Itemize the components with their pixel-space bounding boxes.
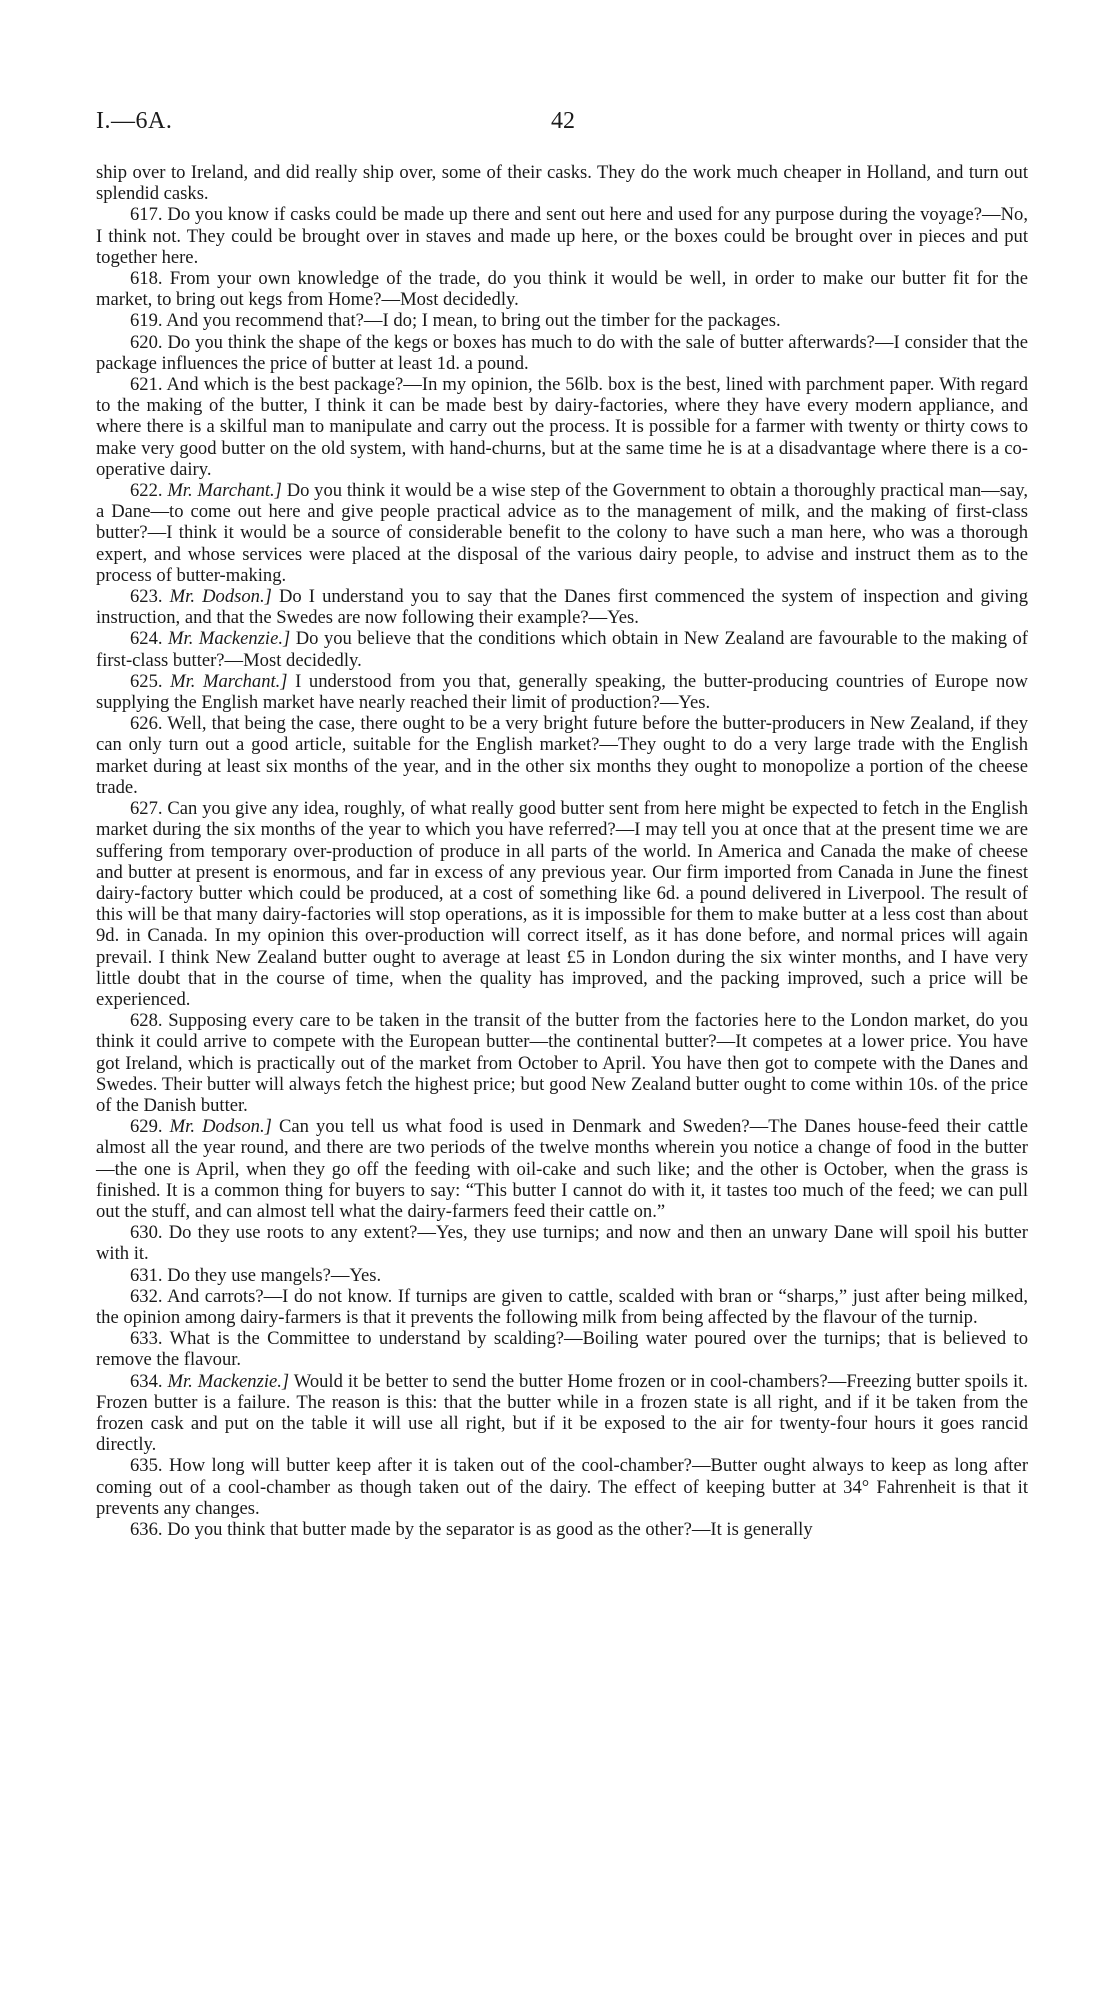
paragraph-620: 620. Do you think the shape of the kegs or boxes has much to do with the sale of butter afterwards?—I consider that the package influences the price of butter at least 1d. a pound. [96,331,1028,374]
paragraph-634: 634. Mr. Mackenzie.] Would it be better to send the butter Home frozen or in cool-chambers?—Freezing butter spoils it. Frozen butter is a failure. The reason is this: that the butter while in a frozen state is all right, and if it be taken from the frozen cask and put on the table it will use all right, but if it be exposed to the air for twenty-four hours it goes rancid directly. [96,1370,1029,1456]
document-reference: I.—6A. [96,108,173,134]
paragraph-618: 618. From your own knowledge of the trade, do you think it would be well, in order to make our butter fit for the market, to bring out kegs from Home?—Most decidedly. [96,268,1028,311]
paragraph-625: 625. Mr. Marchant.] I understood from you that, generally speaking, the butter-producing countries of Europe now supplying the English market have nearly reached their limit of production?—Yes. [96,670,1028,714]
speaker: Mr. Mackenzie.] [167,1370,290,1392]
paragraph-631: 631. Do they use mangels?—Yes. [130,1264,382,1286]
paragraph-629: 629. Mr. Dodson.] Can you tell us what food is used in Denmark and Sweden?—The Danes house-feed their cattle almost all the year round, and there are two periods of the twelve months wherein you notice a change of food in the butter—the one is April, when they go off the feeding with oil-cake and such like; and the other is October, when the grass is finished. It is a common thing for buyers to say: “This butter I cannot do with it, it tastes too much of the feed; we can pull out the stuff, and can almost tell what the dairy-farmers feed their cattle on.” [96,1116,1028,1222]
page-header [96,108,1028,156]
paragraph: ship over to Ireland, and did really ship over, some of their casks. They do the work much cheaper in Holland, and turn out splendid casks. [96,162,1028,205]
speaker: Mr. Marchant.] [167,480,282,502]
page [96,0,1028,1540]
speaker: Mr. Mackenzie.] [168,628,291,650]
speaker: Mr. Marchant.] [170,670,288,692]
document-body [96,162,1028,1540]
paragraph-621: 621. And which is the best package?—In my opinion, the 56lb. box is the best, lined with parchment paper. With regard to the making of the butter, I think it can be made best by dairy-factories, where they have every modern appliance, and where there is a skilful man to manipulate and carry out the process. It is possible for a farmer with twenty or thirty cows to make very good butter on the old system, with hand-churns, but at the same time he is at a disadvantage where there is a co-operative dairy. [96,374,1029,480]
speaker: Mr. Dodson.] [169,1116,272,1138]
paragraph-627: 627. Can you give any idea, roughly, of what really good butter sent from here might be expected to fetch in the English market during the six months of the year to which you have referred?—I may tell you at once that at the present time we are suffering from temporary over-production of produce in all parts of the world. In America and Canada the make of cheese and butter at present is enormous, and far in excess of any previous year. Our firm imported from Canada in June the finest dairy-factory butter which could be produced, at a cost of something like 6d. a pound delivered in Liverpool. The result of this will be that many dairy-factories will stop operations, as it is impossible for them to make butter at a less cost than about 9d. in Canada. In my opinion this over-production will correct itself, as it has done before, and normal prices will again prevail. I think New Zealand butter ought to average at least £5 in London during the six winter months, and I have very little doubt that in the course of time, when the quality has improved, and the packing improved, such a price will be experienced. [96,798,1028,1010]
paragraph-619: 619. And you recommend that?—I do; I mean, to bring out the timber for the packages. [130,310,781,332]
speaker: Mr. Dodson.] [169,586,272,608]
paragraph-617: 617. Do you know if casks could be made up there and sent out here and used for any purpose during the voyage?—No, I think not. They could be brought over in staves and made up here, or the boxes could be brought over in pieces and put together here. [96,204,1028,268]
paragraph-626: 626. Well, that being the case, there ought to be a very bright future before the butter-producers in New Zealand, if they can only turn out a good article, suitable for the English market?—They ought to do a very large trade with the English market during at least six months of the year, and in the other six months they ought to monopolize a portion of the cheese trade. [96,713,1028,798]
paragraph-635: 635. How long will butter keep after it is taken out of the cool-chamber?—Butter ought always to keep as long after coming out of a cool-chamber as though taken out of the dairy. The effect of keeping butter at 34° Fahrenheit is that it prevents any changes. [96,1455,1029,1519]
page-number: 42 [551,108,575,134]
paragraph-624: 624. Mr. Mackenzie.] Do you believe that the conditions which obtain in New Zealand are favourable to the making of first-class butter?—Most decidedly. [96,628,1028,671]
paragraph-636: 636. Do you think that butter made by the separator is as good as the other?—It is generally [130,1519,813,1540]
paragraph-622: 622. Mr. Marchant.] Do you think it would be a wise step of the Government to obtain a thoroughly practical man—say, a Dane—to come out here and give people practical advice as to the management of milk, and the making of first-class butter?—I think it would be a source of considerable benefit to the colony to have such a man here, who was a thorough expert, and whose services were placed at the disposal of the various dairy people, to advise and instruct them as to the process of butter-making. [96,480,1028,586]
paragraph-632: 632. And carrots?—I do not know. If turnips are given to cattle, scalded with bran or “sharps,” just after being milked, the opinion among dairy-farmers is that it prevents the following milk from being affected by the flavour of the turnip. [96,1285,1029,1328]
paragraph-623: 623. Mr. Dodson.] Do I understand you to say that the Danes first commenced the system of inspection and giving instruction, and that the Swedes are now following their example?—Yes. [96,586,1028,629]
paragraph-633: 633. What is the Committee to understand by scalding?—Boiling water poured over the turnips; that is believed to remove the flavour. [96,1328,1029,1371]
paragraph-630: 630. Do they use roots to any extent?—Yes, they use turnips; and now and then an unwary Dane will spoil his butter with it. [96,1222,1028,1265]
paragraph-628: 628. Supposing every care to be taken in the transit of the butter from the factories here to the London market, do you think it could arrive to compete with the European butter—the continental butter?—It competes at a lower price. You have got Ireland, which is practically out of the market from October to April. You have then got to compete with the Danes and Swedes. Their butter will always fetch the highest price; but good New Zealand butter ought to come within 10s. of the price of the Danish butter. [96,1010,1028,1116]
